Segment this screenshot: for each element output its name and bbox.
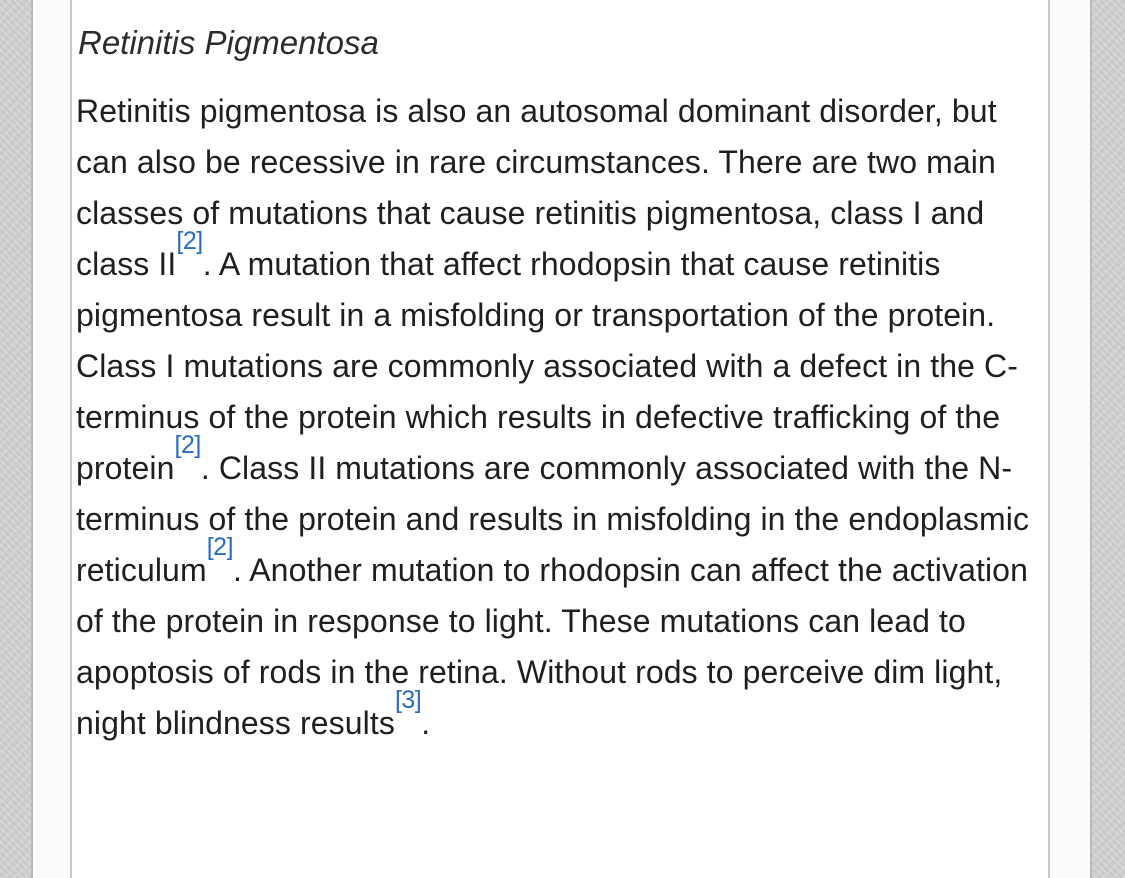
citation-link[interactable]: [3] xyxy=(394,686,422,715)
paragraph-text: . A mutation that affect rhodopsin that cause retinitis pigmentosa result in a misfolding or transportation of the protein. Class I mutations are commonly associated with a defect in the C-terminus of the protein which results in defective trafficking of the protein xyxy=(76,246,1019,486)
paragraph-text: . Another mutation to rhodopsin can affect the activation of the protein in response to light. These mutations can lead to apoptosis of rods in the retina. Without rods to perceive dim light, night blindness results xyxy=(76,552,1028,741)
section-heading: Retinitis Pigmentosa xyxy=(78,24,379,61)
citation-link[interactable]: [2] xyxy=(206,533,234,562)
paragraph-text: . Class II mutations are commonly associated with the N-terminus of the protein and results in misfolding in the endoplasmic reticulum xyxy=(76,450,1030,588)
section-paragraph xyxy=(76,86,1048,749)
paragraph-text: . xyxy=(421,705,431,741)
citation-link[interactable]: [2] xyxy=(176,227,203,256)
citation-link[interactable]: [2] xyxy=(174,431,201,460)
article-section xyxy=(76,20,1048,749)
paragraph-text: Retinitis pigmentosa is also an autosomal dominant disorder, but can also be recessive in rare circumstances. There are two main classes of mutations that cause retinitis pigmentosa, class I and class II xyxy=(76,93,997,282)
